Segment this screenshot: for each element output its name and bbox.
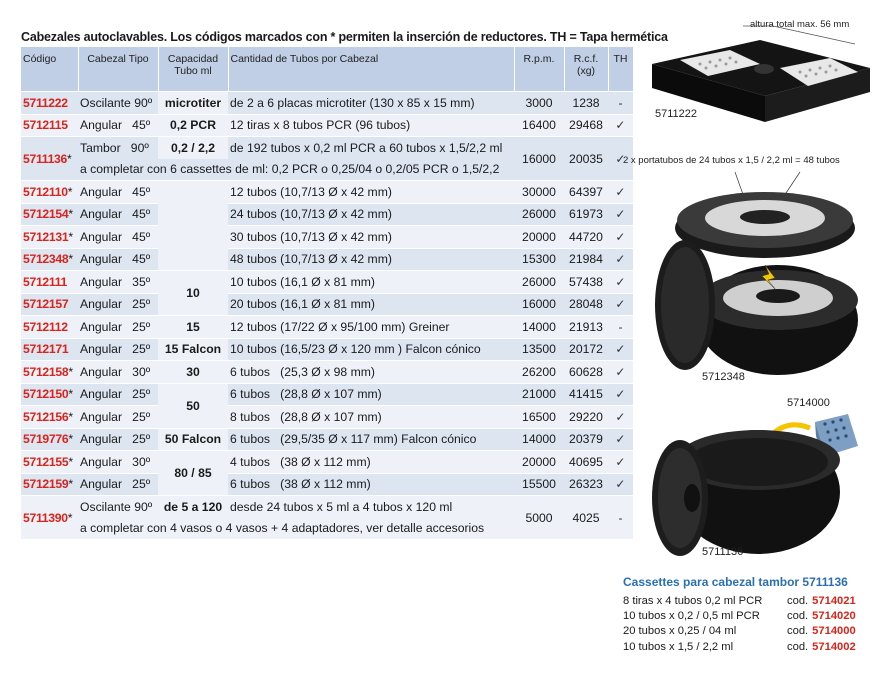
table-row <box>21 473 633 496</box>
row-code <box>21 473 78 496</box>
cassette-cod-label: cod. <box>787 610 809 623</box>
cassette-item <box>623 594 856 609</box>
row-rcf: 29220 <box>564 406 608 429</box>
row-type: Angular 30º <box>78 451 158 474</box>
row-type: Angular 25º <box>78 338 158 361</box>
row-capacity: 80 / 85 <box>158 451 228 496</box>
row-code <box>21 361 78 384</box>
row-rcf: 57438 <box>564 271 608 294</box>
image3-code: 5711136 <box>702 546 744 558</box>
drum-rotor-image <box>640 410 865 560</box>
row-code <box>21 248 78 271</box>
row-type: Angular 45º <box>78 226 158 249</box>
row-code <box>21 428 78 451</box>
row-description: de 2 a 6 placas microtiter (130 x 85 x 15 mm) <box>228 92 514 115</box>
row-rpm: 30000 <box>514 181 564 204</box>
row-rcf: 1238 <box>564 92 608 115</box>
row-code <box>21 92 78 115</box>
row-description: 12 tubos (10,7/13 Ø x 42 mm) <box>228 181 514 204</box>
row-code <box>21 271 78 294</box>
header-capacidad-line1: Capacidad <box>167 53 219 65</box>
row-description: 12 tubos (17/22 Ø x 95/100 mm) Greiner <box>228 316 514 339</box>
row-capacity: 30 <box>158 361 228 384</box>
row-code-number: 5712157 <box>23 297 69 312</box>
row-code <box>21 181 78 204</box>
row-rpm: 26000 <box>514 271 564 294</box>
row-type: Angular 45º <box>78 248 158 271</box>
row-code-number: 5711390 <box>23 510 68 525</box>
row-description: 6 tubos (29,5/35 Ø x 117 mm) Falcon cónico <box>228 428 514 451</box>
row-code-star: * <box>68 432 73 447</box>
cassette-cod-label: cod. <box>787 595 809 607</box>
row-type: Angular 45º <box>78 203 158 226</box>
image2-code: 5712348 <box>702 371 745 383</box>
row-rcf: 44720 <box>564 226 608 249</box>
row-code-number: 5712348 <box>23 252 69 267</box>
row-code <box>21 203 78 226</box>
table-row <box>21 496 633 518</box>
header-tipo: Cabezal Tipo <box>78 47 158 92</box>
angular-rotor-image <box>650 170 865 385</box>
row-description: 10 tubos (16,5/23 Ø x 120 mm ) Falcon cónico <box>228 338 514 361</box>
row-code-number: 5711136 <box>23 151 68 166</box>
row-code <box>21 293 78 316</box>
row-rpm: 21000 <box>514 383 564 406</box>
table-row <box>21 114 633 137</box>
row-code <box>21 137 78 181</box>
row-th: ✓ <box>608 383 633 406</box>
row-description: desde 24 tubos x 5 ml a 4 tubos x 120 ml <box>228 496 514 518</box>
row-th: ✓ <box>608 293 633 316</box>
header-rpm: R.p.m. <box>514 47 564 92</box>
table-header-row <box>21 47 633 92</box>
cassette-description: 20 tubos x 0,25 / 04 ml <box>623 625 737 638</box>
image1-code: 5711222 <box>655 108 698 120</box>
row-th: ✓ <box>608 338 633 361</box>
cassette-item <box>623 609 856 624</box>
row-description: 8 tubos (28,8 Ø x 107 mm) <box>228 406 514 429</box>
row-rpm: 15300 <box>514 248 564 271</box>
row-capacity: 15 Falcon <box>158 338 228 361</box>
table-row <box>21 181 633 204</box>
row-description: 30 tubos (10,7/13 Ø x 42 mm) <box>228 226 514 249</box>
row-th: - <box>608 92 633 115</box>
row-th: ✓ <box>608 137 633 181</box>
row-code-number: 5712112 <box>23 319 68 334</box>
table-row <box>21 248 633 271</box>
row-rcf: 40695 <box>564 451 608 474</box>
row-code-star: * <box>68 454 73 469</box>
row-code-number: 5712110 <box>23 184 68 199</box>
row-code <box>21 338 78 361</box>
row-code-number: 5712171 <box>23 342 69 357</box>
row-th: ✓ <box>608 406 633 429</box>
table-body <box>21 92 633 540</box>
header-rcf-line1: R.c.f. <box>573 53 599 65</box>
row-capacity: 50 Falcon <box>158 428 228 451</box>
row-type: Angular 25º <box>78 428 158 451</box>
row-rcf: 21984 <box>564 248 608 271</box>
row-rcf: 21913 <box>564 316 608 339</box>
row-code <box>21 406 78 429</box>
row-rpm: 16000 <box>514 293 564 316</box>
cassette-cod-label: cod. <box>787 640 809 653</box>
row-type: Angular 25º <box>78 383 158 406</box>
row-code-star: * <box>67 151 72 166</box>
table-row <box>21 271 633 294</box>
row-rcf: 61973 <box>564 203 608 226</box>
row-rcf: 20172 <box>564 338 608 361</box>
table-row <box>21 203 633 226</box>
row-th: ✓ <box>608 451 633 474</box>
table-row <box>21 428 633 451</box>
row-code-star: * <box>68 364 73 379</box>
row-rcf: 60628 <box>564 361 608 384</box>
row-code-star: * <box>67 510 73 525</box>
row-rpm: 15500 <box>514 473 564 496</box>
row-rpm: 16000 <box>514 137 564 181</box>
row-type: Angular 25º <box>78 316 158 339</box>
row-description: 48 tubos (10,7/13 Ø x 42 mm) <box>228 248 514 271</box>
cassette-description: 10 tubos x 0,2 / 0,5 ml PCR <box>623 610 760 623</box>
row-th: - <box>608 316 633 339</box>
cassette-code: 5714002 <box>812 640 856 653</box>
header-capacidad <box>158 47 228 92</box>
table-row <box>21 316 633 339</box>
row-rpm: 26200 <box>514 361 564 384</box>
row-th: ✓ <box>608 428 633 451</box>
row-th: ✓ <box>608 114 633 137</box>
row-capacity: microtiter <box>158 92 228 115</box>
row-code-star: * <box>68 387 73 402</box>
cassette-code: 5714021 <box>812 595 856 607</box>
cassette-cod-label: cod. <box>787 625 809 638</box>
row-th: ✓ <box>608 473 633 496</box>
row-th: ✓ <box>608 226 633 249</box>
row-type: Angular 35º <box>78 271 158 294</box>
header-cantidad: Cantidad de Tubos por Cabezal <box>228 47 514 92</box>
image1-caption: altura total max. 56 mm <box>750 19 850 30</box>
header-th: TH <box>608 47 633 92</box>
row-capacity: 10 <box>158 271 228 316</box>
row-code-number: 5712159 <box>23 477 69 492</box>
row-th: ✓ <box>608 181 633 204</box>
row-rpm: 14000 <box>514 428 564 451</box>
row-type: Angular 25º <box>78 473 158 496</box>
cassette-code: 5714020 <box>812 610 856 623</box>
row-rcf: 41415 <box>564 383 608 406</box>
row-code-number: 5712115 <box>23 118 68 133</box>
table-row <box>21 383 633 406</box>
cassette-code-label: 5714000 <box>787 397 830 409</box>
row-type: Angular 45º <box>78 114 158 137</box>
row-type: Angular 30º <box>78 361 158 384</box>
row-rcf: 26323 <box>564 473 608 496</box>
row-capacity: 0,2 PCR <box>158 114 228 137</box>
row-description: 10 tubos (16,1 Ø x 81 mm) <box>228 271 514 294</box>
row-code-number: 5712111 <box>23 274 68 289</box>
table-row <box>21 451 633 474</box>
row-code <box>21 114 78 137</box>
row-code-number: 5712156 <box>23 409 69 424</box>
cassettes-title: Cassettes para cabezal tambor 5711136 <box>623 575 848 589</box>
row-code-number: 5711222 <box>23 95 68 110</box>
row-code-star: * <box>68 229 73 244</box>
row-code <box>21 383 78 406</box>
row-description: 4 tubos (38 Ø x 112 mm) <box>228 451 514 474</box>
row-type: Oscilante 90º <box>78 496 158 518</box>
table-row <box>21 293 633 316</box>
row-rcf: 20379 <box>564 428 608 451</box>
row-type: Angular 45º <box>78 181 158 204</box>
row-rcf: 4025 <box>564 496 608 540</box>
cassette-item <box>623 640 856 655</box>
table-row <box>21 137 633 159</box>
table-row <box>21 406 633 429</box>
row-code <box>21 226 78 249</box>
row-capacity <box>158 181 228 271</box>
row-rpm: 16500 <box>514 406 564 429</box>
row-type: Oscilante 90º <box>78 92 158 115</box>
row-th: - <box>608 496 633 540</box>
row-th: ✓ <box>608 203 633 226</box>
row-rpm: 20000 <box>514 451 564 474</box>
row-description: 24 tubos (10,7/13 Ø x 42 mm) <box>228 203 514 226</box>
row-rpm: 20000 <box>514 226 564 249</box>
row-rcf: 20035 <box>564 137 608 181</box>
cassette-code: 5714000 <box>812 625 856 638</box>
row-rpm: 3000 <box>514 92 564 115</box>
cassette-description: 8 tiras x 4 tubos 0,2 ml PCR <box>623 595 763 607</box>
row-rpm: 16400 <box>514 114 564 137</box>
row-code-number: 5712155 <box>23 454 69 469</box>
row-code-number: 5712158 <box>23 364 69 379</box>
row-code-star: * <box>68 207 73 222</box>
image2-caption: 2 x portatubos de 24 tubos x 1,5 / 2,2 ml = 48 tubos <box>623 155 840 166</box>
row-code-number: 5712150 <box>23 387 69 402</box>
table-title: Cabezales autoclavables. Los códigos marcados con * permiten la inserción de reductores. TH = Tapa hermética <box>21 30 668 44</box>
row-description: 6 tubos (38 Ø x 112 mm) <box>228 473 514 496</box>
row-rpm: 5000 <box>514 496 564 540</box>
row-rcf: 28048 <box>564 293 608 316</box>
row-code <box>21 496 78 540</box>
row-code-number: 5719776 <box>23 432 69 447</box>
cassettes-list <box>623 594 856 655</box>
row-code <box>21 316 78 339</box>
row-capacity: 15 <box>158 316 228 339</box>
cassette-description: 10 tubos x 1,5 / 2,2 ml <box>623 640 734 653</box>
row-rpm: 26000 <box>514 203 564 226</box>
row-rcf: 64397 <box>564 181 608 204</box>
row-th: ✓ <box>608 271 633 294</box>
row-code <box>21 451 78 474</box>
row-capacity: 0,2 / 2,2 <box>158 137 228 159</box>
row-description: 6 tubos (25,3 Ø x 98 mm) <box>228 361 514 384</box>
row-code-star: * <box>68 252 73 267</box>
header-capacidad-line2: Tubo ml <box>174 65 212 77</box>
row-description: 12 tiras x 8 tubos PCR (96 tubos) <box>228 114 514 137</box>
table-row <box>21 338 633 361</box>
row-description-continued: a completar con 6 cassettes de ml: 0,2 PCR o 0,25/04 o 0,2/05 PCR o 1,5/2,2 <box>78 159 514 181</box>
row-description: de 192 tubos x 0,2 ml PCR a 60 tubos x 1,5/2,2 ml <box>228 137 514 159</box>
row-code-star: * <box>67 184 73 199</box>
table-row <box>21 226 633 249</box>
row-description: 6 tubos (28,8 Ø x 107 mm) <box>228 383 514 406</box>
row-th: ✓ <box>608 361 633 384</box>
row-rcf: 29468 <box>564 114 608 137</box>
row-code-number: 5712131 <box>23 229 69 244</box>
row-capacity: 50 <box>158 383 228 428</box>
row-rpm: 13500 <box>514 338 564 361</box>
rotor-table <box>21 47 634 539</box>
row-type: Angular 25º <box>78 406 158 429</box>
row-code-star: * <box>68 409 73 424</box>
row-type: Angular 25º <box>78 293 158 316</box>
row-capacity: de 5 a 120 <box>158 496 228 518</box>
table-row <box>21 361 633 384</box>
row-description: 20 tubos (16,1 Ø x 81 mm) <box>228 293 514 316</box>
row-th: ✓ <box>608 248 633 271</box>
row-rpm: 14000 <box>514 316 564 339</box>
cassette-item <box>623 624 856 639</box>
row-code-number: 5712154 <box>23 207 69 222</box>
table-row <box>21 92 633 115</box>
row-description-continued: a completar con 4 vasos o 4 vasos + 4 adaptadores, ver detalle accesorios <box>78 518 514 540</box>
row-code-star: * <box>68 477 73 492</box>
header-codigo: Código <box>21 47 78 92</box>
header-rcf-line2: (xg) <box>576 65 596 77</box>
row-type: Tambor 90º <box>78 137 158 159</box>
header-rcf <box>564 47 608 92</box>
